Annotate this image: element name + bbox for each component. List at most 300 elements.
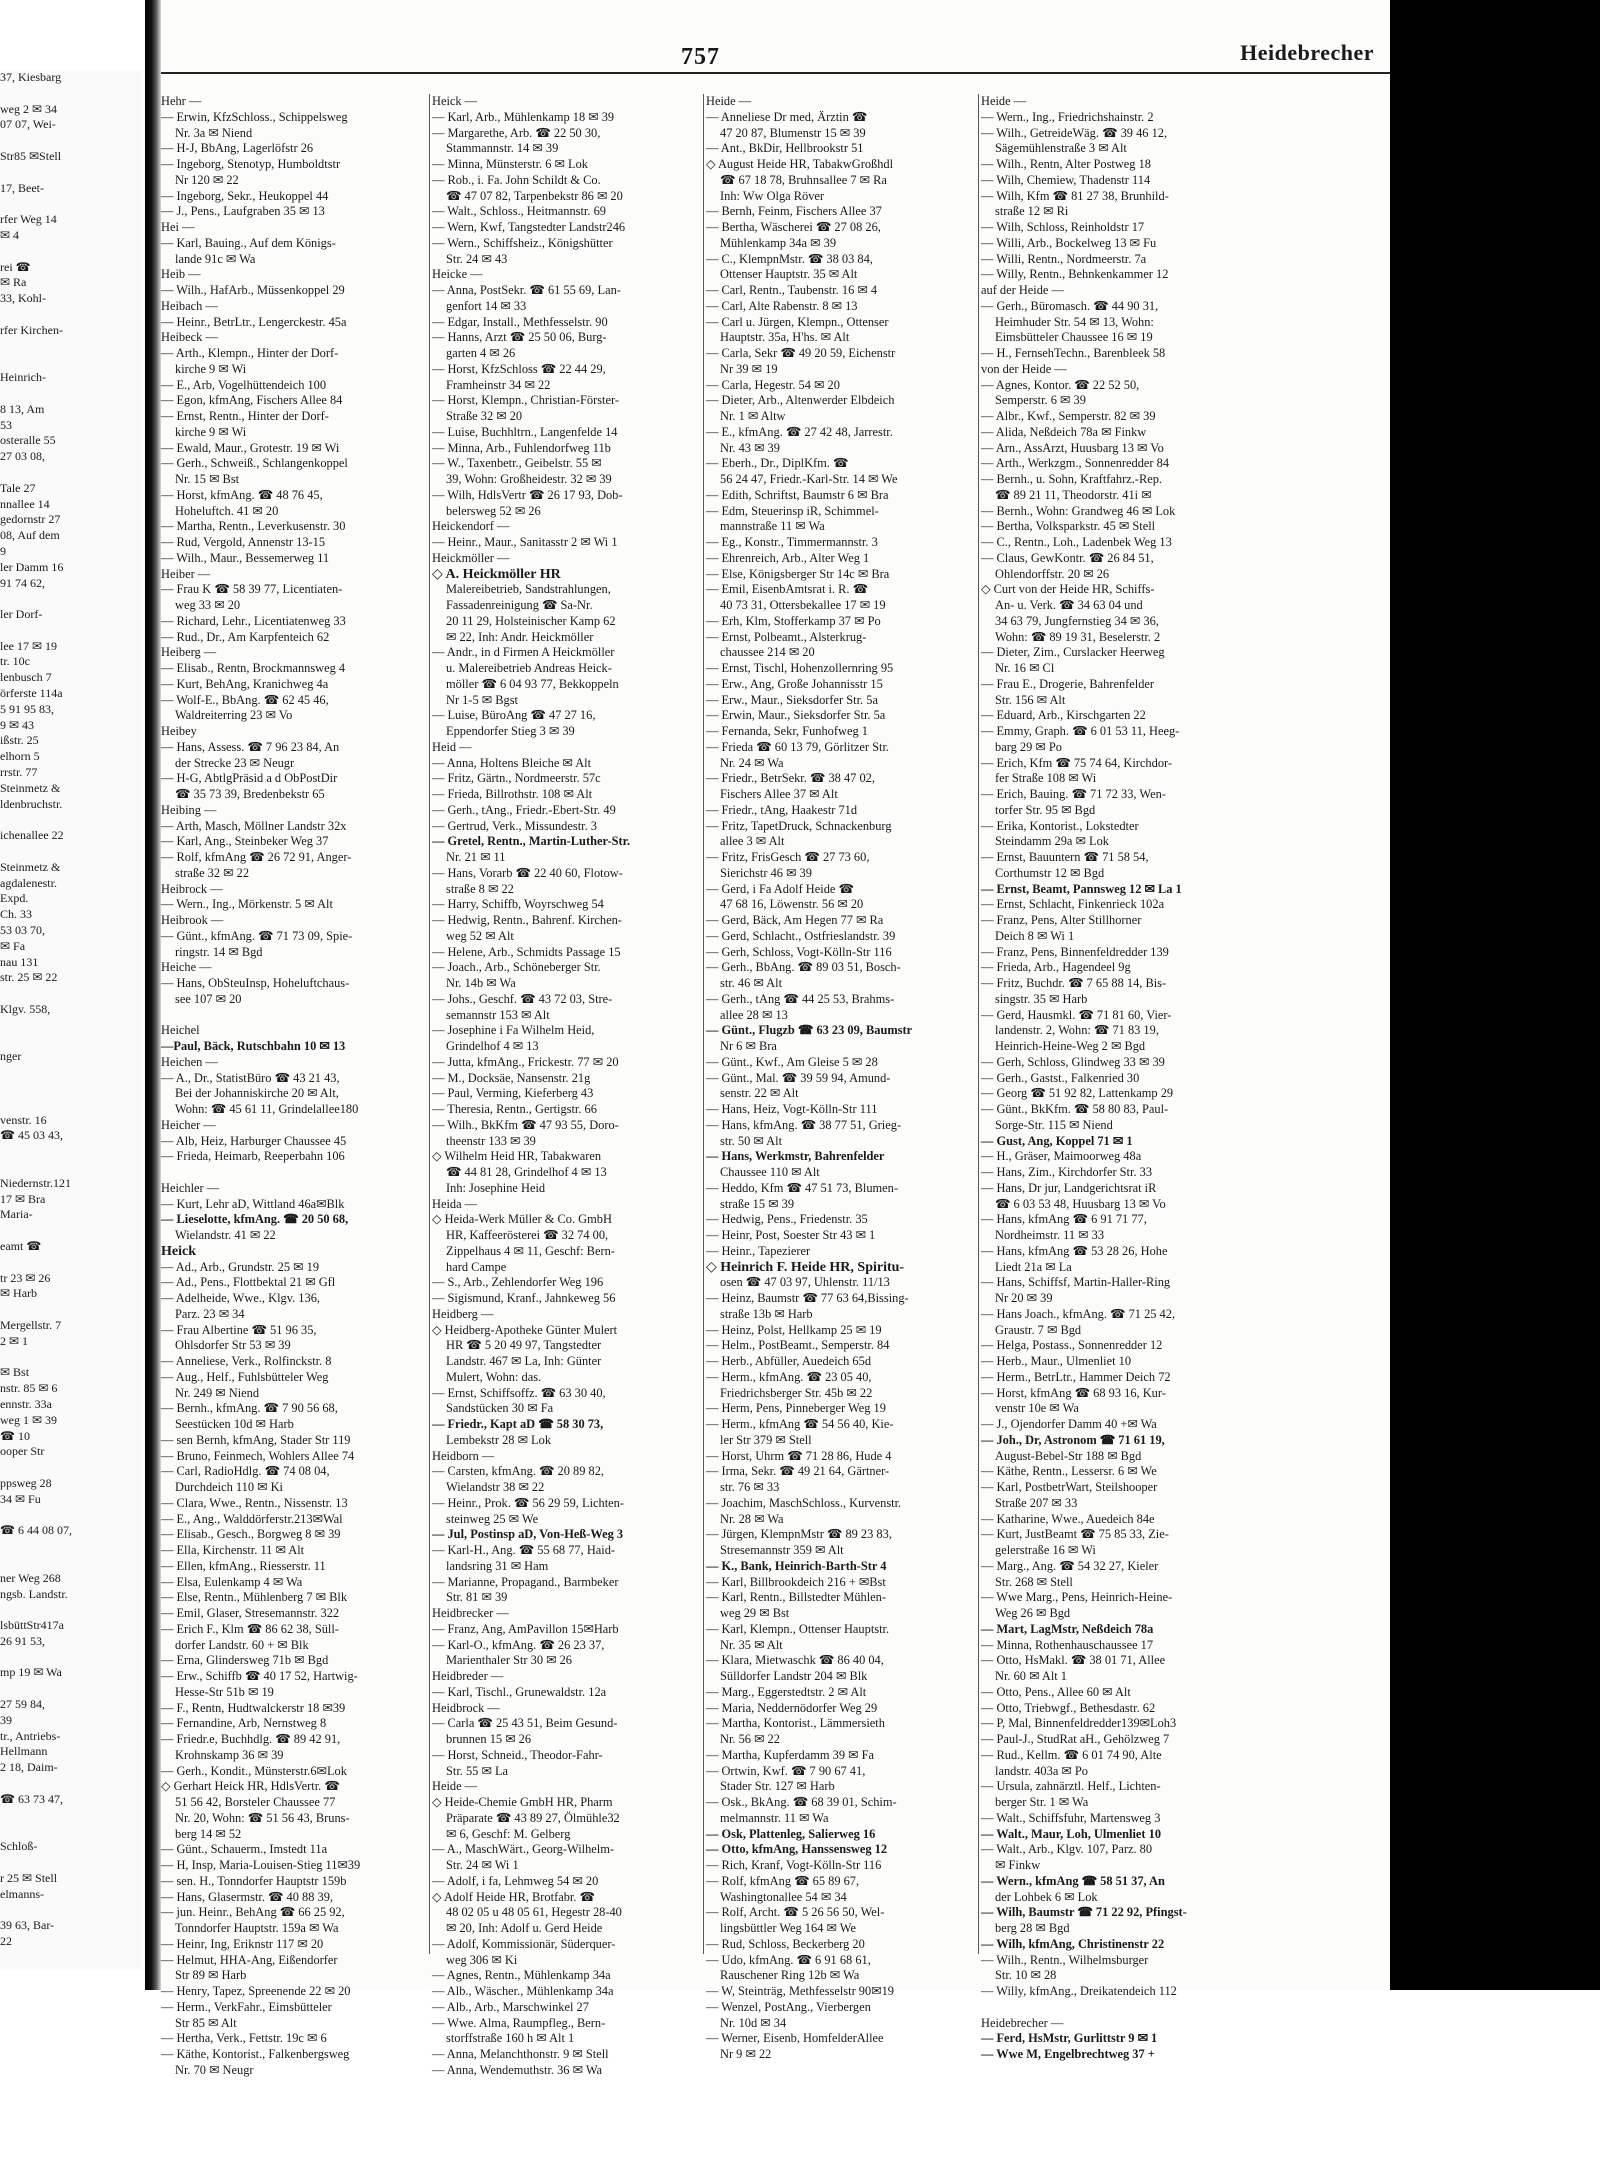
directory-entry: Zippelhaus 4 ✉ 11, Geschf: Bern- <box>446 1243 615 1258</box>
prev-page-line <box>0 1808 142 1824</box>
directory-entry: — Hans, Vorarb ☎ 22 40 60, Flotow- <box>432 865 623 880</box>
directory-entry: str. 46 ✉ Alt <box>720 976 783 990</box>
directory-entry: Str. 10 ✉ 28 <box>995 1968 1057 1983</box>
prev-page-line: gedornstr 27 <box>0 512 61 527</box>
directory-entry: Nr. 1 ✉ Altw <box>720 409 786 423</box>
prev-page-line <box>0 465 142 481</box>
surname-heading: Heichen — <box>161 1054 218 1069</box>
directory-entry: — Martha, Kupferdamm 39 ✉ Fa <box>706 1747 874 1762</box>
directory-page <box>161 0 1390 2077</box>
prev-page-line <box>0 1065 142 1081</box>
prev-page-line: 2 18, Daim- <box>0 1760 58 1775</box>
directory-entry: Waldreiterring 23 ✉ Vo <box>175 708 293 723</box>
directory-entry: — Ernst, Beamt, Pannsweg 12 ✉ La 1 <box>981 881 1182 896</box>
directory-entry: — Claus, GewKontr. ☎ 26 84 51, <box>981 550 1154 565</box>
directory-entry: 51 56 42, Borsteler Chaussee 77 <box>175 1795 336 1809</box>
prev-page-line <box>0 1776 142 1792</box>
directory-entry: — Walt., Arb., Klgv. 107, Parz. 80 <box>981 1842 1153 1857</box>
directory-entry: — Erh, Klm, Stofferkamp 37 ✉ Po <box>706 613 881 628</box>
directory-entry: Graustr. 7 ✉ Bgd <box>995 1322 1082 1337</box>
directory-entry: — Bernh., Wohn: Grandweg 46 ✉ Lok <box>981 503 1176 518</box>
directory-entry: Stader Str. 127 ✉ Harb <box>720 1779 835 1794</box>
directory-entry: — Gerd, i Fa Adolf Heide ☎ <box>706 881 854 896</box>
directory-entry: — Osk., BkAng. ☎ 68 39 01, Schim- <box>706 1795 897 1809</box>
directory-entry: barg 29 ✉ Po <box>995 739 1062 754</box>
prev-page-line: lee 17 ✉ 19 <box>0 638 58 653</box>
prev-page-line: ler Dorf- <box>0 607 43 622</box>
directory-entry: straße 32 ✉ 22 <box>175 865 250 880</box>
directory-entry: — Wilh., Rentn, Alter Postweg 18 <box>981 157 1151 171</box>
prev-page-line <box>0 1460 142 1476</box>
directory-entry: — Sigismund, Kranf., Jahnkeweg 56 <box>432 1291 616 1305</box>
directory-entry: — Harry, Schiffb, Woyrschweg 54 <box>432 897 604 912</box>
directory-entry: — Horst, Schneid., Theodor-Fahr- <box>432 1747 603 1762</box>
directory-entry: — Wern., kfmAng ☎ 58 51 37, An <box>981 1873 1165 1888</box>
directory-entry: — Hans, ObSteuInsp, Hoheluftchaus- <box>161 976 350 990</box>
directory-entry: — E., Ang., Walddörferstr.213✉Wal <box>161 1511 343 1526</box>
directory-entry: ◇ Heide-Chemie GmbH HR, Pharm <box>432 1795 613 1809</box>
directory-entry: osen ☎ 47 03 97, Uhlenstr. 11/13 <box>720 1275 890 1290</box>
directory-entry: — P, Mal, Binnenfeldredder139✉Loh3 <box>981 1716 1177 1731</box>
directory-entry: — Ernst, Rentn., Hinter der Dorf- <box>161 409 329 423</box>
directory-entry: genfort 14 ✉ 33 <box>446 298 527 313</box>
directory-entry: — Agnes, Kontor. ☎ 22 52 50, <box>981 377 1140 392</box>
directory-entry: Nr. 24 ✉ Wa <box>720 755 784 770</box>
prev-page-line: nger <box>0 1049 22 1064</box>
directory-entry: — Gerh., Büromasch. ☎ 44 90 31, <box>981 298 1159 313</box>
directory-entry: — Günt., Schauerm., Imstedt 11a <box>161 1842 328 1857</box>
directory-entry: — Emil, Glaser, Stresemannstr. 322 <box>161 1606 340 1620</box>
directory-entry: — Albr., Kwf., Semperstr. 82 ✉ 39 <box>981 409 1156 423</box>
directory-entry: — jun. Heinr., BehAng ☎ 66 25 92, <box>161 1905 345 1920</box>
directory-entry: — Wolf-E., BbAng. ☎ 62 45 46, <box>161 692 329 707</box>
directory-entry: Sandstücken 30 ✉ Fa <box>446 1401 554 1416</box>
directory-entry: Chaussee 110 ✉ Alt <box>720 1165 820 1179</box>
directory-entry: semannstr 153 ✉ Alt <box>446 1007 550 1022</box>
prev-page-line: ißstr. 25 <box>0 733 39 748</box>
directory-entry: — Jutta, kfmAng., Frickestr. 77 ✉ 20 <box>432 1054 619 1069</box>
directory-entry: — Rob., i. Fa. John Schildt & Co. <box>432 172 601 187</box>
directory-entry: — Ellen, kfmAng., Riesserstr. 11 <box>161 1558 326 1573</box>
directory-entry: chaussee 214 ✉ 20 <box>720 645 815 660</box>
directory-entry: — Hans Joach., kfmAng. ☎ 71 25 42, <box>981 1306 1176 1321</box>
directory-entry: — Fernandine, Arb, Nernstweg 8 <box>161 1716 327 1731</box>
directory-entry: — Aug., Helf., Fuhlsbütteler Weg <box>161 1369 329 1384</box>
prev-page-line: 5 91 95 83, <box>0 701 54 716</box>
directory-entry: — W., Taxenbetr., Geibelstr. 55 ✉ <box>432 456 602 471</box>
directory-entry: weg 52 ✉ Alt <box>446 928 514 943</box>
directory-entry: — H., Gräser, Maimoorweg 48a <box>981 1149 1142 1164</box>
directory-entry: — M., Docksäe, Nansenstr. 21g <box>432 1070 591 1085</box>
directory-entry: — Bertha, Wäscherei ☎ 27 08 26, <box>706 220 881 234</box>
directory-entry: — Heinz, Baumstr ☎ 77 63 64,Bissing- <box>706 1291 909 1305</box>
directory-entry: — Rud, Schloss, Beckerberg 20 <box>706 1936 865 1951</box>
directory-entry: — S., Arb., Zehlendorfer Weg 196 <box>432 1275 604 1290</box>
directory-entry: landstr. 403a ✉ Po <box>995 1763 1088 1778</box>
directory-entry: — Alb, Heiz, Harburger Chaussee 45 <box>161 1133 347 1148</box>
directory-entry: — Gerh., BbAng. ☎ 89 03 51, Bosch- <box>706 960 901 975</box>
directory-entry: — Emil, EisenbAmtsrat i. R. ☎ <box>706 582 869 597</box>
directory-entry: — Frieda, Heimarb, Reeperbahn 106 <box>161 1149 345 1164</box>
directory-entry: — Carl, RadioHdlg. ☎ 74 08 04, <box>161 1464 330 1479</box>
prev-page-line <box>0 1034 142 1050</box>
directory-entry: weg 306 ✉ Ki <box>446 1952 518 1967</box>
directory-entry: — Carl, Rentn., Taubenstr. 16 ✉ 4 <box>706 283 878 297</box>
surname-heading: ◇ Heinrich F. Heide HR, Spiritu- <box>706 1259 905 1275</box>
directory-entry: Grindelhof 4 ✉ 13 <box>446 1039 539 1053</box>
directory-entry: — Käthe, Kontorist., Falkenbergsweg <box>161 2047 350 2061</box>
directory-entry: landsring 31 ✉ Ham <box>446 1558 549 1573</box>
column-rule <box>703 94 704 1954</box>
directory-entry: — Wern., Ing., Friedrichshainstr. 2 <box>981 109 1154 124</box>
surname-heading: Heichel <box>161 1023 200 1038</box>
prev-page-line: Mergellstr. 7 <box>0 1317 62 1332</box>
directory-entry: — Margarethe, Arb. ☎ 22 50 30, <box>432 125 601 140</box>
surname-heading: Heick — <box>432 94 478 108</box>
directory-entry: — Heinr, Ing, Eriknstr 117 ✉ 20 <box>161 1936 324 1951</box>
prev-page-line: 9 ✉ 43 <box>0 717 35 732</box>
surname-heading: Heibrook — <box>161 913 224 927</box>
prev-page-line: 91 74 62, <box>0 575 45 590</box>
directory-entry: — Günt., Mal. ☎ 39 59 94, Amund- <box>706 1070 891 1085</box>
directory-entry: ◇ Curt von der Heide HR, Schiffs- <box>981 582 1155 597</box>
directory-entry: — Gerh., tAng., Friedr.-Ebert-Str. 49 <box>432 802 616 817</box>
directory-entry: — Lieselotte, kfmAng. ☎ 20 50 68, <box>161 1212 349 1227</box>
directory-entry: Malereibetrieb, Sandstrahlungen, <box>446 582 611 597</box>
directory-entry: möller ☎ 6 04 93 77, Bekkoppeln <box>446 676 619 691</box>
directory-entry: ☎ 89 21 11, Theodorstr. 41i ✉ <box>995 487 1152 502</box>
prev-page-line <box>0 1018 142 1034</box>
directory-entry: — Richard, Lehr., Licentiatenweg 33 <box>161 613 346 628</box>
directory-entry: — Helga, Postass., Sonnenredder 12 <box>981 1338 1163 1353</box>
directory-entry: — Erika, Kontorist., Lokstedter <box>981 818 1139 833</box>
directory-entry: — A., Dr., StatistBüro ☎ 43 21 43, <box>161 1070 340 1085</box>
directory-entry: Stammannstr. 14 ✉ 39 <box>446 141 559 156</box>
prev-page-line: Heinrich- <box>0 370 46 385</box>
directory-entry: Marienthaler Str 30 ✉ 26 <box>446 1653 572 1668</box>
directory-entry: — Erich, Kfm ☎ 75 74 64, Kirchdor- <box>981 755 1173 770</box>
directory-entry: Nr. 10d ✉ 34 <box>720 2015 787 2030</box>
surname-heading: Heick <box>161 1243 196 1259</box>
directory-entry: Hesse-Str 51b ✉ 19 <box>175 1684 274 1699</box>
directory-entry: — Herb., Maur., Ulmenliet 10 <box>981 1354 1132 1368</box>
directory-entry: — Karl, Klempn., Ottenser Hauptstr. <box>706 1621 890 1636</box>
surname-heading: Hehr — <box>161 94 202 108</box>
directory-entry: — Gust, Ang, Koppel 71 ✉ 1 <box>981 1133 1133 1148</box>
directory-entry: — Erna, Glindersweg 71b ✉ Bgd <box>161 1653 329 1668</box>
directory-entry: — K., Bank, Heinrich-Barth-Str 4 <box>706 1558 887 1573</box>
directory-entry: — Bernh., u. Sohn, Kraftfahrz.-Rep. <box>981 472 1162 486</box>
directory-entry: — J., Pens., Laufgraben 35 ✉ 13 <box>161 204 325 219</box>
prev-page-line: eamt ☎ <box>0 1238 42 1253</box>
directory-entry: Wohn: ☎ 45 61 11, Grindelallee180 <box>175 1102 359 1116</box>
directory-entry: — Wwe Marg., Pens, Heinrich-Heine- <box>981 1590 1173 1605</box>
header-rule <box>161 72 1390 74</box>
directory-entry: u. Malereibetrieb Andreas Heick- <box>446 661 612 675</box>
directory-entry: — Hans, kfmAng ☎ 53 28 26, Hohe <box>981 1243 1168 1258</box>
surname-heading: auf der Heide — <box>981 283 1064 297</box>
prev-page-line: lenbusch 7 <box>0 670 52 685</box>
directory-entry: Str. 24 ✉ Wi 1 <box>446 1858 519 1872</box>
surname-heading <box>981 2000 1257 2016</box>
directory-entry: steinweg 25 ✉ We <box>446 1511 539 1526</box>
surname-heading: Heiber — <box>161 566 211 581</box>
prev-page-line: Maria- <box>0 1207 33 1222</box>
directory-entry: — Walt., Schiffsfuhr, Martensweg 3 <box>981 1810 1161 1825</box>
directory-entry: — Osk, Plattenleg, Salierweg 16 <box>706 1826 876 1841</box>
column-rule <box>978 94 979 1954</box>
surname-heading: Heiche — <box>161 960 212 975</box>
directory-entry: — Marianne, Propagand., Barmbeker <box>432 1574 619 1589</box>
prev-page-line <box>0 1081 142 1097</box>
directory-entry: — Minna, Rothenhauschaussee 17 <box>981 1637 1154 1652</box>
prev-page-line: 27 59 84, <box>0 1697 45 1712</box>
directory-entry: Eimsbütteler Chaussee 16 ✉ 19 <box>995 330 1153 345</box>
prev-page-line: Expd. <box>0 891 29 906</box>
directory-entry: — Ernst, Schiffsoffz. ☎ 63 30 40, <box>432 1385 606 1400</box>
directory-entry: Str 85 ✉ Alt <box>175 2015 237 2030</box>
directory-entry: Ohlsdorfer Str 53 ✉ 39 <box>175 1338 291 1353</box>
surname-heading: Heicher — <box>161 1117 216 1132</box>
surname-heading: Heidbrecker — <box>432 1606 509 1620</box>
directory-entry: Nr. 43 ✉ 39 <box>720 440 780 455</box>
directory-entry: Nr. 60 ✉ Alt 1 <box>995 1669 1067 1683</box>
directory-entry: — Ferd, HsMstr, Gurlittstr 9 ✉ 1 <box>981 2031 1158 2046</box>
directory-entry: — J., Ojendorfer Damm 40 +✉ Wa <box>981 1417 1157 1431</box>
directory-entry: — Hans, Zim., Kirchdorfer Str. 33 <box>981 1165 1153 1179</box>
prev-page-line: 17, Beet- <box>0 180 44 195</box>
prev-page-line: nnallee 14 <box>0 496 50 511</box>
directory-entry: — Karl-H., Ang. ☎ 55 68 77, Haid- <box>432 1543 616 1557</box>
directory-entry: Hoheluftch. 41 ✉ 20 <box>175 503 279 518</box>
directory-entry: berger Str. 1 ✉ Wa <box>995 1795 1089 1809</box>
directory-entry: Heimhuder Str. 54 ✉ 13, Wohn: <box>995 314 1154 329</box>
directory-entry: Krohnskamp 36 ✉ 39 <box>175 1747 284 1762</box>
prev-page-line <box>0 1650 142 1666</box>
directory-entry: — Günt., Flugzb ☎ 63 23 09, Baumstr <box>706 1023 913 1038</box>
directory-entry: — Karl, Rentn., Billstedter Mühlen- <box>706 1590 886 1605</box>
directory-entry: Rauschener Ring 12b ✉ Wa <box>720 1968 860 1983</box>
directory-entry: Str. 55 ✉ La <box>446 1763 509 1778</box>
surname-heading: ◇ A. Heickmöller HR <box>432 566 561 582</box>
prev-page-line: tr., Antriebs- <box>0 1728 61 1743</box>
directory-entry: venstr 10e ✉ Wa <box>995 1401 1079 1416</box>
prev-page-line: ner Weg 268 <box>0 1570 61 1585</box>
prev-page-line: 2 ✉ 1 <box>0 1333 29 1348</box>
directory-entry: — Hans, Heiz, Vogt-Kölln-Str 111 <box>706 1102 878 1116</box>
directory-entry: — Rud., Kellm. ☎ 6 01 74 90, Alte <box>981 1747 1162 1762</box>
directory-entry: Stresemannstr 359 ✉ Alt <box>720 1543 844 1557</box>
directory-entry: — Karl, Tischl., Grunewaldstr. 12a <box>432 1684 607 1699</box>
directory-entry: Nr. 249 ✉ Niend <box>175 1385 260 1400</box>
directory-entry: — Karl, Bauing., Auf dem Königs- <box>161 235 336 250</box>
directory-entry: Heinrich-Heine-Weg 2 ✉ Bgd <box>995 1039 1146 1053</box>
surname-heading: Heibeck — <box>161 330 218 345</box>
directory-entry: — Horst, kfmAng. ☎ 48 76 45, <box>161 487 323 502</box>
directory-entry: — Katharine, Wwe., Auedeich 84e <box>981 1511 1155 1526</box>
column-4 <box>981 94 1257 2061</box>
prev-page-line <box>0 1097 142 1113</box>
directory-entry: — Wilh., BkKfm ☎ 47 93 55, Doro- <box>432 1117 619 1132</box>
directory-entry: — Otto, kfmAng, Hanssensweg 12 <box>706 1842 888 1857</box>
directory-entry: berg 14 ✉ 52 <box>175 1826 242 1841</box>
directory-entry: senstr. 22 ✉ Alt <box>720 1086 799 1101</box>
prev-page-line: nau 131 <box>0 954 39 969</box>
directory-entry: Straße 207 ✉ 33 <box>995 1495 1078 1510</box>
prev-page-line: 22 <box>0 1934 12 1949</box>
directory-entry: 48 02 05 u 48 05 61, Hegestr 28-40 <box>446 1905 622 1920</box>
directory-entry: — Walt., Maur, Loh, Ulmenliet 10 <box>981 1826 1162 1841</box>
directory-entry: — Kurt, JustBeamt ☎ 75 85 33, Zie- <box>981 1527 1169 1542</box>
directory-entry: — Heinr., BetrLtr., Lengerckestr. 45a <box>161 314 347 329</box>
prev-page-line: ✉ Fa <box>0 938 26 953</box>
directory-entry: der Strecke 23 ✉ Neugr <box>175 755 295 770</box>
directory-entry: — Martha, Kontorist., Lämmersieth <box>706 1716 885 1731</box>
directory-entry: straße 13b ✉ Harb <box>720 1306 813 1321</box>
directory-entry: 20 11 29, Holsteinischer Kamp 62 <box>446 613 616 628</box>
directory-entry: — Heinr., Tapezierer <box>706 1243 811 1258</box>
directory-entry: — Eduard, Arb., Kirschgarten 22 <box>981 708 1146 723</box>
directory-entry: — Marg., Ang. ☎ 54 32 27, Kieler <box>981 1558 1159 1573</box>
directory-entry: — Otto, HsMakl. ☎ 38 01 71, Allee <box>981 1653 1166 1668</box>
directory-entry: — Paul, Verming, Kieferberg 43 <box>432 1086 594 1101</box>
directory-entry: — Willy, kfmAng., Dreikatendeich 112 <box>981 1984 1177 1998</box>
directory-entry: Sorge-Str. 115 ✉ Niend <box>995 1117 1113 1132</box>
prev-page-line <box>0 1302 142 1318</box>
directory-entry: — Karl, Ang., Steinbeker Weg 37 <box>161 834 329 849</box>
directory-entry: Washingtonallee 54 ✉ 34 <box>720 1889 847 1904</box>
prev-page-line: Klgv. 558, <box>0 1002 51 1017</box>
directory-entry: Str. 268 ✉ Stell <box>995 1574 1073 1589</box>
prev-page-line <box>0 986 142 1002</box>
directory-entry: — Rich, Kranf, Vogt-Kölln-Str 116 <box>706 1858 882 1872</box>
directory-entry: storffstraße 160 h ✉ Alt 1 <box>446 2031 575 2046</box>
page-number: 757 <box>681 44 720 70</box>
prev-page-line: Niedernstr.121 <box>0 1175 71 1190</box>
prev-page-line: 53 <box>0 417 12 432</box>
directory-entry: Liedt 21a ✉ La <box>995 1259 1072 1274</box>
prev-page-line: ✉ Ra <box>0 275 27 290</box>
prev-page-line: 08, Auf dem <box>0 528 60 543</box>
directory-entry: ◇ Gerhart Heick HR, HdlsVertr. ☎ <box>161 1779 340 1794</box>
directory-entry: — E., kfmAng. ☎ 27 42 48, Jarrestr. <box>706 424 893 439</box>
directory-entry: Deich 8 ✉ Wi 1 <box>995 928 1075 943</box>
directory-entry: ☎ 44 81 28, Grindelhof 4 ✉ 13 <box>446 1165 607 1179</box>
directory-entry: — Paul-J., StudRat aH., Gehölzweg 7 <box>981 1732 1170 1746</box>
directory-entry: — Rud, Vergold, Annenstr 13-15 <box>161 535 326 549</box>
directory-entry: weg 29 ✉ Bst <box>720 1606 790 1620</box>
directory-entry: — Carl, Alte Rabenstr. 8 ✉ 13 <box>706 298 858 313</box>
directory-entry: — Hanns, Arzt ☎ 25 50 06, Burg- <box>432 330 607 345</box>
directory-entry: Inh: Josephine Heid <box>446 1180 546 1195</box>
prev-page-line: rrstr. 77 <box>0 765 38 780</box>
directory-entry: — Ingeborg, Stenotyp, Humboldtstr <box>161 157 341 171</box>
directory-entry: Fischers Allee 37 ✉ Alt <box>720 787 838 801</box>
directory-entry: — Ortwin, Kwf. ☎ 7 90 67 41, <box>706 1763 866 1778</box>
prev-page-line: venstr. 16 <box>0 1112 47 1127</box>
surname-heading: Heide — <box>981 94 1027 108</box>
directory-entry: — A., MaschWärt., Georg-Wilhelm- <box>432 1842 614 1857</box>
directory-entry: Nr. 35 ✉ Alt <box>720 1637 783 1652</box>
directory-entry: — Wilh., GetreideWäg. ☎ 39 46 12, <box>981 125 1168 140</box>
directory-entry: — Bruno, Feinmech, Wohlers Allee 74 <box>161 1448 355 1463</box>
directory-entry: — Dieter, Zim., Curslacker Heerweg <box>981 645 1165 660</box>
prev-page-line <box>0 1350 142 1366</box>
directory-entry: — Dieter, Arb., Altenwerder Elbdeich <box>706 393 895 408</box>
prev-page-line <box>0 1855 142 1871</box>
directory-entry: — Hans, Werkmstr, Bahrenfelder <box>706 1149 885 1164</box>
directory-entry: — Carla, Hegestr. 54 ✉ 20 <box>706 377 840 392</box>
prev-page-line <box>0 844 142 860</box>
directory-entry: — H., FernsehTechn., Barenbleek 58 <box>981 346 1166 360</box>
directory-entry: — Udo, kfmAng. ☎ 6 91 68 61, <box>706 1952 871 1967</box>
directory-entry: — Friedr.e, Buchhdlg. ☎ 89 42 91, <box>161 1732 341 1746</box>
directory-entry: — Frau K ☎ 58 39 77, Licentiaten- <box>161 582 343 597</box>
prev-page-line <box>0 623 142 639</box>
directory-entry: lande 91c ✉ Wa <box>175 251 256 266</box>
directory-entry: Nr. 28 ✉ Wa <box>720 1511 784 1526</box>
prev-page-line <box>0 1223 142 1239</box>
directory-entry: — Wern., Schiffsheiz., Königshütter <box>432 235 613 250</box>
directory-entry: Hauptstr. 35a, H'hs. ✉ Alt <box>720 330 850 345</box>
prev-page-line: 26 91 53, <box>0 1633 45 1648</box>
directory-entry: Nr. 15 ✉ Bst <box>175 472 240 486</box>
directory-entry: — Else, Rentn., Mühlenberg 7 ✉ Blk <box>161 1590 348 1605</box>
directory-entry: Nr 120 ✉ 22 <box>175 172 239 187</box>
directory-entry: — Erw., Maur., Sieksdorfer Str. 5a <box>706 692 878 707</box>
directory-entry: — Frau Albertine ☎ 51 96 35, <box>161 1322 317 1337</box>
directory-entry: — Edith, Schriftst, Baumstr 6 ✉ Bra <box>706 487 889 502</box>
directory-entry: — Arn., AssArzt, Huusbarg 13 ✉ Vo <box>981 440 1164 455</box>
directory-entry: — Hans, kfmAng ☎ 6 91 71 77, <box>981 1212 1147 1227</box>
directory-entry: — Gerh, Schloss, Vogt-Kölln-Str 116 <box>706 944 892 959</box>
directory-entry: — Wilh, Schloss, Reinholdstr 17 <box>981 220 1145 234</box>
prev-page-line <box>0 1823 142 1839</box>
directory-entry: — Günt., BkKfm. ☎ 58 80 83, Paul- <box>981 1102 1169 1116</box>
directory-entry: — Herb., Abfüller, Auedeich 65d <box>706 1354 872 1368</box>
directory-entry: — Erwin, KfzSchloss., Schippelsweg <box>161 109 348 124</box>
directory-entry: Sägemühlenstraße 3 ✉ Alt <box>995 141 1127 156</box>
directory-entry: ✉ 20, Inh: Adolf u. Gerd Heide <box>446 1921 603 1935</box>
surname-heading: Hei — <box>161 220 195 234</box>
prev-page-line: 17 ✉ Bra <box>0 1191 46 1206</box>
directory-entry: — Erw., Ang, Große Johannisstr 15 <box>706 676 883 691</box>
prev-page-line: 53 03 70, <box>0 923 45 938</box>
directory-entry: gelerstraße 16 ✉ Wi <box>995 1543 1096 1557</box>
prev-page-line <box>0 1144 142 1160</box>
prev-page-line: elhorn 5 <box>0 749 40 764</box>
directory-entry: lingsbüttler Weg 164 ✉ We <box>720 1921 856 1935</box>
prev-page-line: ldenbruchstr. <box>0 796 63 811</box>
directory-entry: Präparate ☎ 43 89 27, Ölmühle32 <box>446 1810 620 1825</box>
directory-entry: — Alb., Arb., Marschwinkel 27 <box>432 1999 589 2014</box>
directory-entry: 39, Wohn: Großheidestr. 32 ✉ 39 <box>446 472 612 486</box>
prev-page-line: ☎ 45 03 43, <box>0 1128 63 1143</box>
directory-entry: Ottenser Hauptstr. 35 ✉ Alt <box>720 267 858 282</box>
directory-entry: 47 68 16, Löwenstr. 56 ✉ 20 <box>720 897 864 912</box>
directory-entry: — Hans, Glasermstr. ☎ 40 88 39, <box>161 1889 334 1904</box>
directory-entry: — H-G, AbtlgPräsid a d ObPostDir <box>161 771 338 786</box>
directory-entry: der Lohbek 6 ✉ Lok <box>995 1889 1098 1904</box>
directory-entry: straße 8 ✉ 22 <box>446 881 514 896</box>
directory-entry: — Erwin, Maur., Sieksdorfer Str. 5a <box>706 708 886 723</box>
directory-entry: — Walt., Schloss., Heitmannstr. 69 <box>432 204 606 219</box>
directory-entry: — Wwe M, Engelbrechtweg 37 + <box>981 2047 1155 2061</box>
directory-entry: — Alida, Neßdeich 78a ✉ Finkw <box>981 424 1147 439</box>
surname-heading: Heibey <box>161 724 197 738</box>
directory-entry: — Ella, Kirchenstr. 11 ✉ Alt <box>161 1543 305 1557</box>
directory-entry: torfer Str. 95 ✉ Bgd <box>995 802 1096 817</box>
